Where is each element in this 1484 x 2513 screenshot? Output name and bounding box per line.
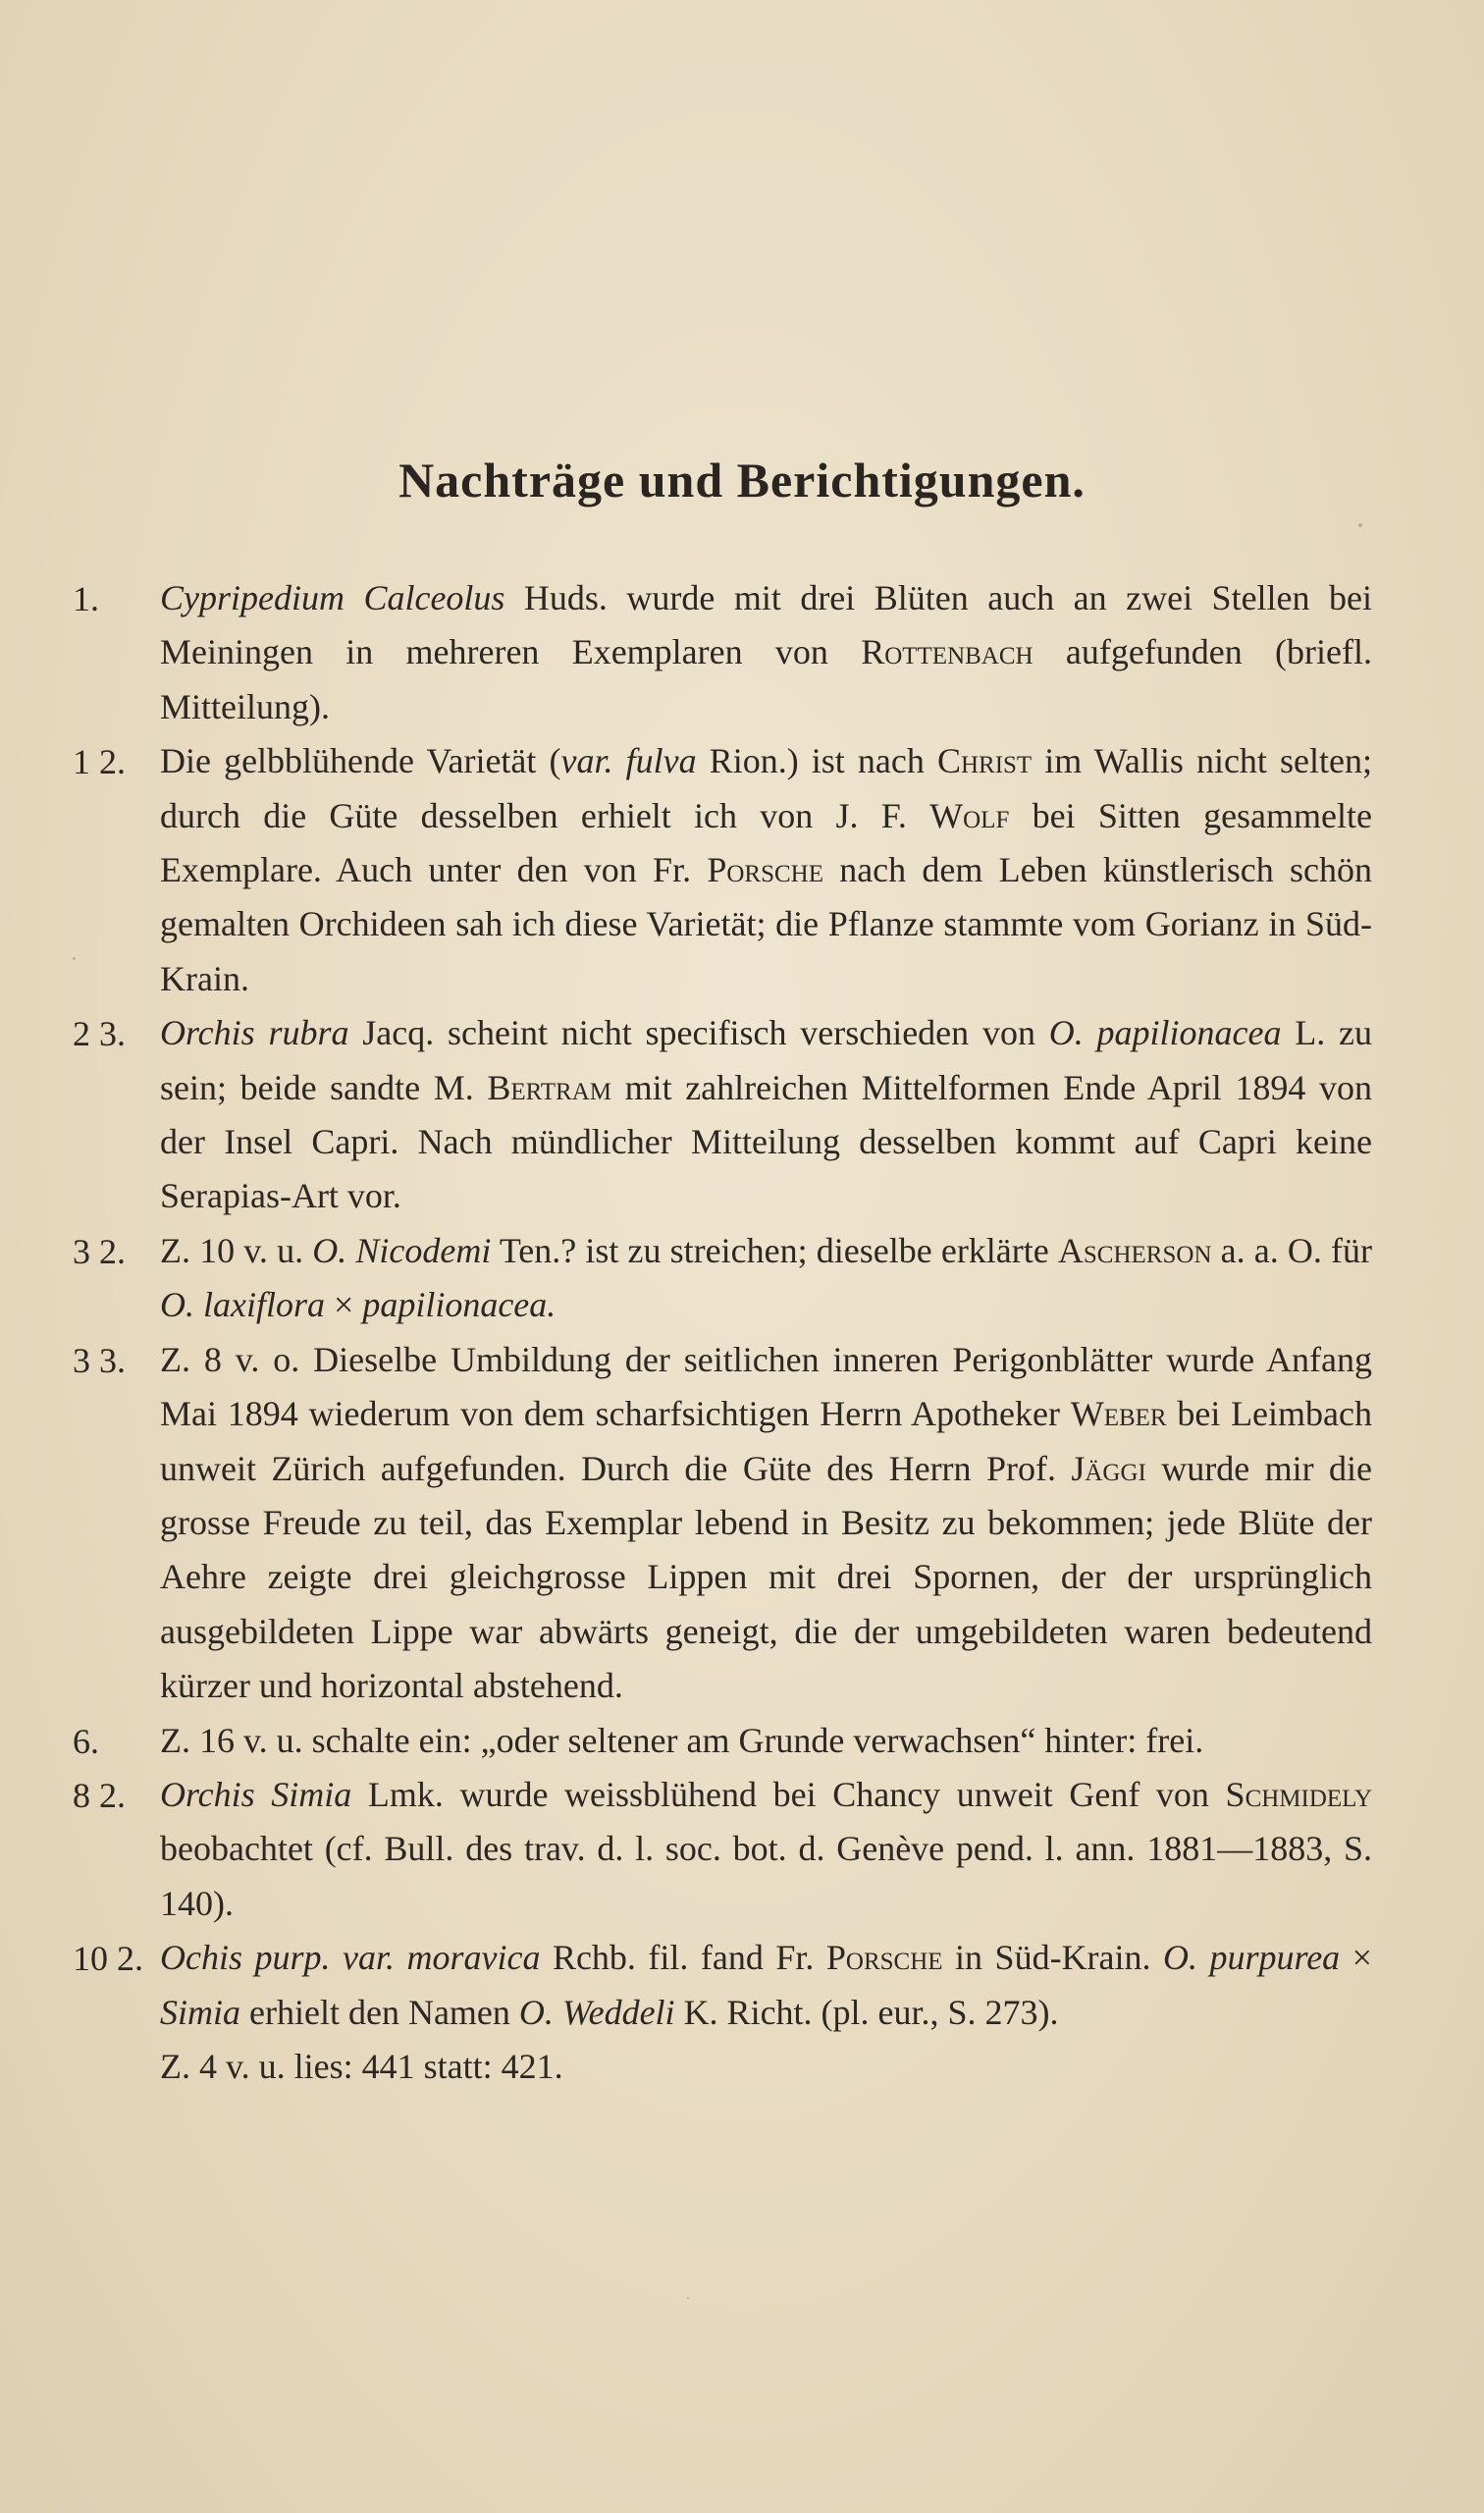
italic-name: var. fulva — [560, 741, 697, 781]
text-run: wurde mir die grosse Freude zu teil, das Exemplar lebend in Besitz zu bekommen; jede Blüte der Aehre zeigte drei gleichgrosse Lippen mit drei Spornen, der der ursprünglich ausgebildeten Lippe war abwärts geneigt, die der umgebildeten waren bedeutend kürzer und horizontal abstehend. — [160, 1448, 1373, 1706]
errata-entry — [0, 734, 1484, 1006]
text-run: beobachtet (cf. Bull. des trav. d. l. soc. bot. d. Genève pend. l. ann. 1881—1883, S. 140). — [160, 1829, 1372, 1923]
entry-page-reference: 1 2. — [73, 742, 126, 782]
entry-page-reference: 10 2. — [73, 1939, 143, 1979]
italic-name: Orchis rubra — [160, 1013, 349, 1053]
text-run: × — [1340, 1938, 1372, 1978]
entry-text — [160, 1224, 1372, 1333]
paper-speck — [73, 957, 76, 960]
text-run: Lmk. wurde weissblühend bei Chancy unweit Genf von — [351, 1774, 1226, 1814]
entry-page-reference: 1. — [73, 579, 99, 618]
italic-name: O. laxiflora — [160, 1285, 325, 1325]
entry-page-reference: 6. — [73, 1721, 99, 1761]
person-name: Christ — [936, 741, 1033, 781]
text-run: aufgefunden (briefl. Mitteilung). — [160, 632, 1373, 726]
italic-name: Cypripedium Calceolus — [160, 578, 505, 617]
text-run: Jacq. scheint nicht specifisch verschieden von — [348, 1013, 1049, 1053]
text-run: a. a. O. für — [1211, 1230, 1372, 1270]
page-title: Nachträge und Berichtigungen. — [398, 453, 1086, 508]
person-name: Bertram — [487, 1067, 611, 1107]
entry-text — [160, 1006, 1372, 1224]
italic-name: O. papilionacea — [1048, 1013, 1282, 1053]
entry-text — [160, 1931, 1372, 2040]
errata-entry — [0, 1006, 1484, 1224]
text-run: Huds. wurde mit drei Blüten auch an zwei Stellen bei Meiningen in mehreren Exemplaren von — [160, 578, 1372, 672]
text-run: in Süd-Krain. — [942, 1938, 1164, 1978]
errata-entry — [0, 1333, 1484, 1714]
errata-entry — [0, 2040, 1484, 2094]
errata-list — [0, 571, 1484, 2094]
italic-name: Simia — [160, 1992, 241, 2032]
text-run: im Wallis nicht selten; durch die Güte desselben erhielt ich von J. F. — [160, 741, 1372, 835]
text-run: bei Leimbach unweit Zürich aufgefunden. Durch die Güte des Herrn Prof. — [160, 1394, 1372, 1488]
entry-text — [160, 1768, 1372, 1931]
errata-entry — [0, 571, 1484, 734]
text-run: Z. 10 v. u. — [160, 1230, 313, 1270]
italic-name: Ochis purp. var. moravica — [160, 1938, 541, 1978]
italic-name: papilionacea. — [362, 1285, 556, 1325]
text-run: Ten.? ist zu streichen; dieselbe erklärte — [491, 1230, 1058, 1270]
italic-name: O. Weddeli — [518, 1992, 675, 2032]
person-name: Wolf — [929, 795, 1010, 835]
person-name: Weber — [1070, 1394, 1167, 1434]
text-run: Rion.) ist nach — [696, 741, 937, 781]
person-name: Jäggi — [1071, 1448, 1146, 1488]
entry-page-reference: 3 2. — [73, 1231, 126, 1271]
person-name: Porsche — [707, 850, 823, 890]
text-run: erhielt den Namen — [240, 1992, 519, 2032]
entry-text — [160, 571, 1372, 734]
entry-page-reference: 8 2. — [73, 1775, 126, 1815]
entry-page-reference: 3 3. — [73, 1340, 126, 1380]
text-run: Z. 8 v. o. Dieselbe Umbildung der seitlichen inneren Perigonblätter wurde Anfang Mai 1894 wiederum von dem scharfsichtigen Herrn Apotheker — [160, 1339, 1372, 1434]
text-run: K. Richt. (pl. eur., S. 273). — [674, 1992, 1059, 2032]
italic-name: O. Nicodemi — [312, 1230, 492, 1270]
entry-text — [160, 1333, 1372, 1714]
errata-entry — [0, 1224, 1484, 1333]
person-name: Ascherson — [1057, 1230, 1212, 1270]
paper-speck — [687, 2297, 689, 2299]
text-run: Rchb. fil. fand Fr. — [540, 1938, 826, 1978]
person-name: Porsche — [825, 1938, 943, 1978]
text-run: mit zahlreichen Mittelformen Ende April 1894 von der Insel Capri. Nach mündlicher Mitteilung desselben kommt auf Capri keine Serapias-Art vor. — [160, 1067, 1372, 1216]
text-run: bei Sitten gesammelte Exemplare. Auch unter den von Fr. — [160, 795, 1373, 890]
text-run: Die gelbblühende Varietät ( — [160, 741, 561, 781]
italic-name: Orchis Simia — [160, 1774, 352, 1814]
person-name: Schmidely — [1225, 1774, 1372, 1814]
errata-entry — [0, 1931, 1484, 2040]
paper-speck — [1358, 523, 1362, 527]
text-run: L. zu sein; beide sandte M. — [160, 1013, 1372, 1107]
entry-text — [160, 734, 1372, 1006]
errata-entry — [0, 1714, 1484, 1768]
entry-page-reference: 2 3. — [73, 1014, 126, 1054]
text-run: × — [325, 1285, 363, 1325]
entry-text — [160, 2040, 1372, 2094]
entry-text — [160, 1714, 1372, 1768]
text-run: Z. 4 v. u. lies: 441 statt: 421. — [160, 2046, 563, 2086]
errata-entry — [0, 1768, 1484, 1931]
person-name: Rottenbach — [861, 632, 1034, 672]
italic-name: O. purpurea — [1163, 1938, 1341, 1978]
text-run: nach dem Leben künstlerisch schön gemalten Orchideen sah ich diese Varietät; die Pflanze stammte vom Gorianz in Süd-Krain. — [160, 850, 1372, 998]
text-run: Z. 16 v. u. schalte ein: „oder seltener am Grunde verwachsen“ hinter: frei. — [160, 1720, 1204, 1760]
